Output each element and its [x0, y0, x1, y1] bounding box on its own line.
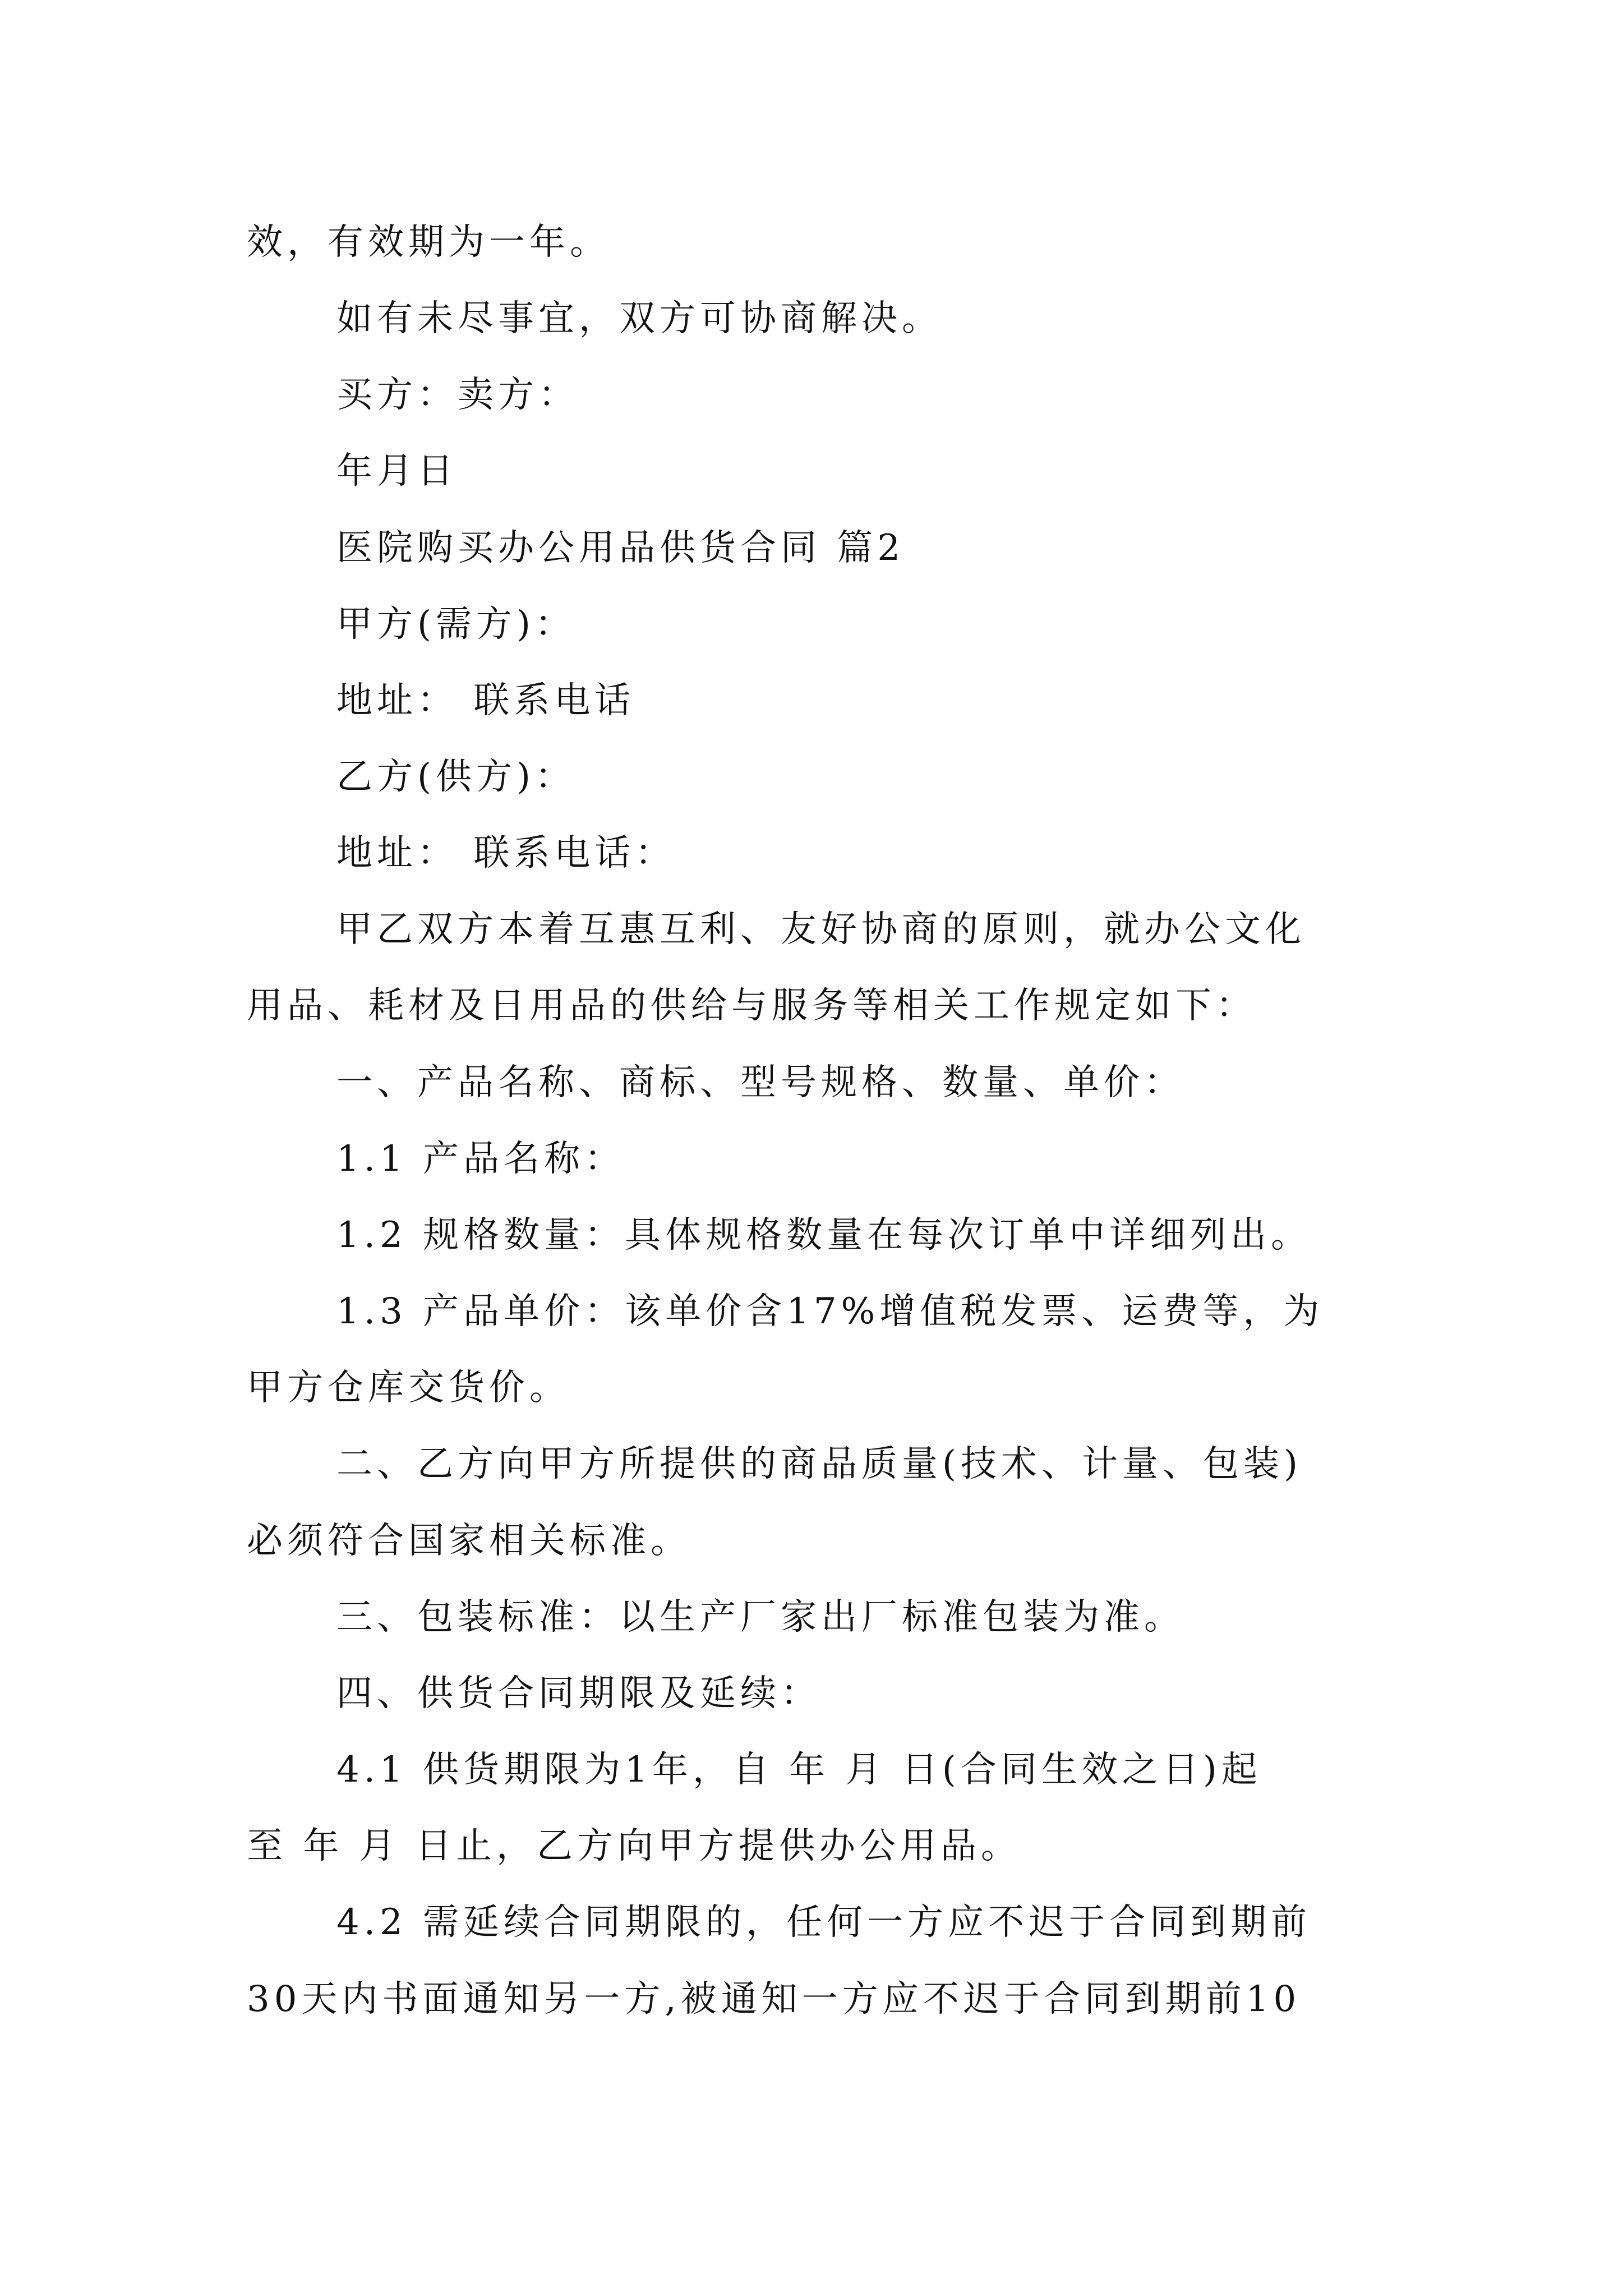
- text-line: 甲乙双方本着互惠互利、友好协商的原则，就办公文化: [336, 909, 1306, 950]
- text-line: 四、供货合同期限及延续：: [336, 1673, 821, 1714]
- text-line: 地址： 联系电话：: [336, 832, 676, 874]
- text-line: 地址： 联系电话: [336, 680, 635, 721]
- text-line: 甲方(需方)：: [336, 604, 575, 645]
- text-line: 用品、耗材及日用品的供给与服务等相关工作规定如下：: [247, 985, 1256, 1027]
- text-line: 甲方仓库交货价。: [247, 1367, 570, 1409]
- text-line: 年月日: [336, 450, 458, 492]
- text-line: 买方：卖方：: [336, 374, 579, 416]
- text-line: 1.2 规格数量：具体规格数量在每次订单中详细列出。: [336, 1214, 1312, 1256]
- text-line: 二、乙方向甲方所提供的商品质量(技术、计量、包装): [336, 1443, 1302, 1485]
- text-line: 效，有效期为一年。: [247, 222, 610, 263]
- text-line: 如有未尽事宜，双方可协商解决。: [336, 298, 942, 339]
- text-line: 30天内书面通知另一方,被通知一方应不迟于合同到期前10: [247, 1978, 1301, 2020]
- text-line: 一、产品名称、商标、型号规格、数量、单价：: [336, 1062, 1184, 1103]
- text-line: 4.2 需延续合同期限的，任何一方应不迟于合同到期前: [336, 1902, 1312, 1943]
- text-line: 1.3 产品单价：该单价含17%增值税发票、运费等，为: [336, 1291, 1324, 1332]
- text-line: 必须符合国家相关标准。: [247, 1520, 691, 1562]
- text-line: 乙方(供方)：: [336, 756, 575, 798]
- text-line: 1.1 产品名称：: [336, 1138, 625, 1180]
- section-heading: 医院购买办公用品供货合同 篇2: [336, 527, 905, 569]
- text-line: 至 年 月 日止，乙方向甲方提供办公用品。: [247, 1825, 1022, 1867]
- text-line: 4.1 供货期限为1年，自 年 月 日(合同生效之日)起: [336, 1749, 1262, 1791]
- text-line: 三、包装标准：以生产厂家出厂标准包装为准。: [336, 1596, 1184, 1638]
